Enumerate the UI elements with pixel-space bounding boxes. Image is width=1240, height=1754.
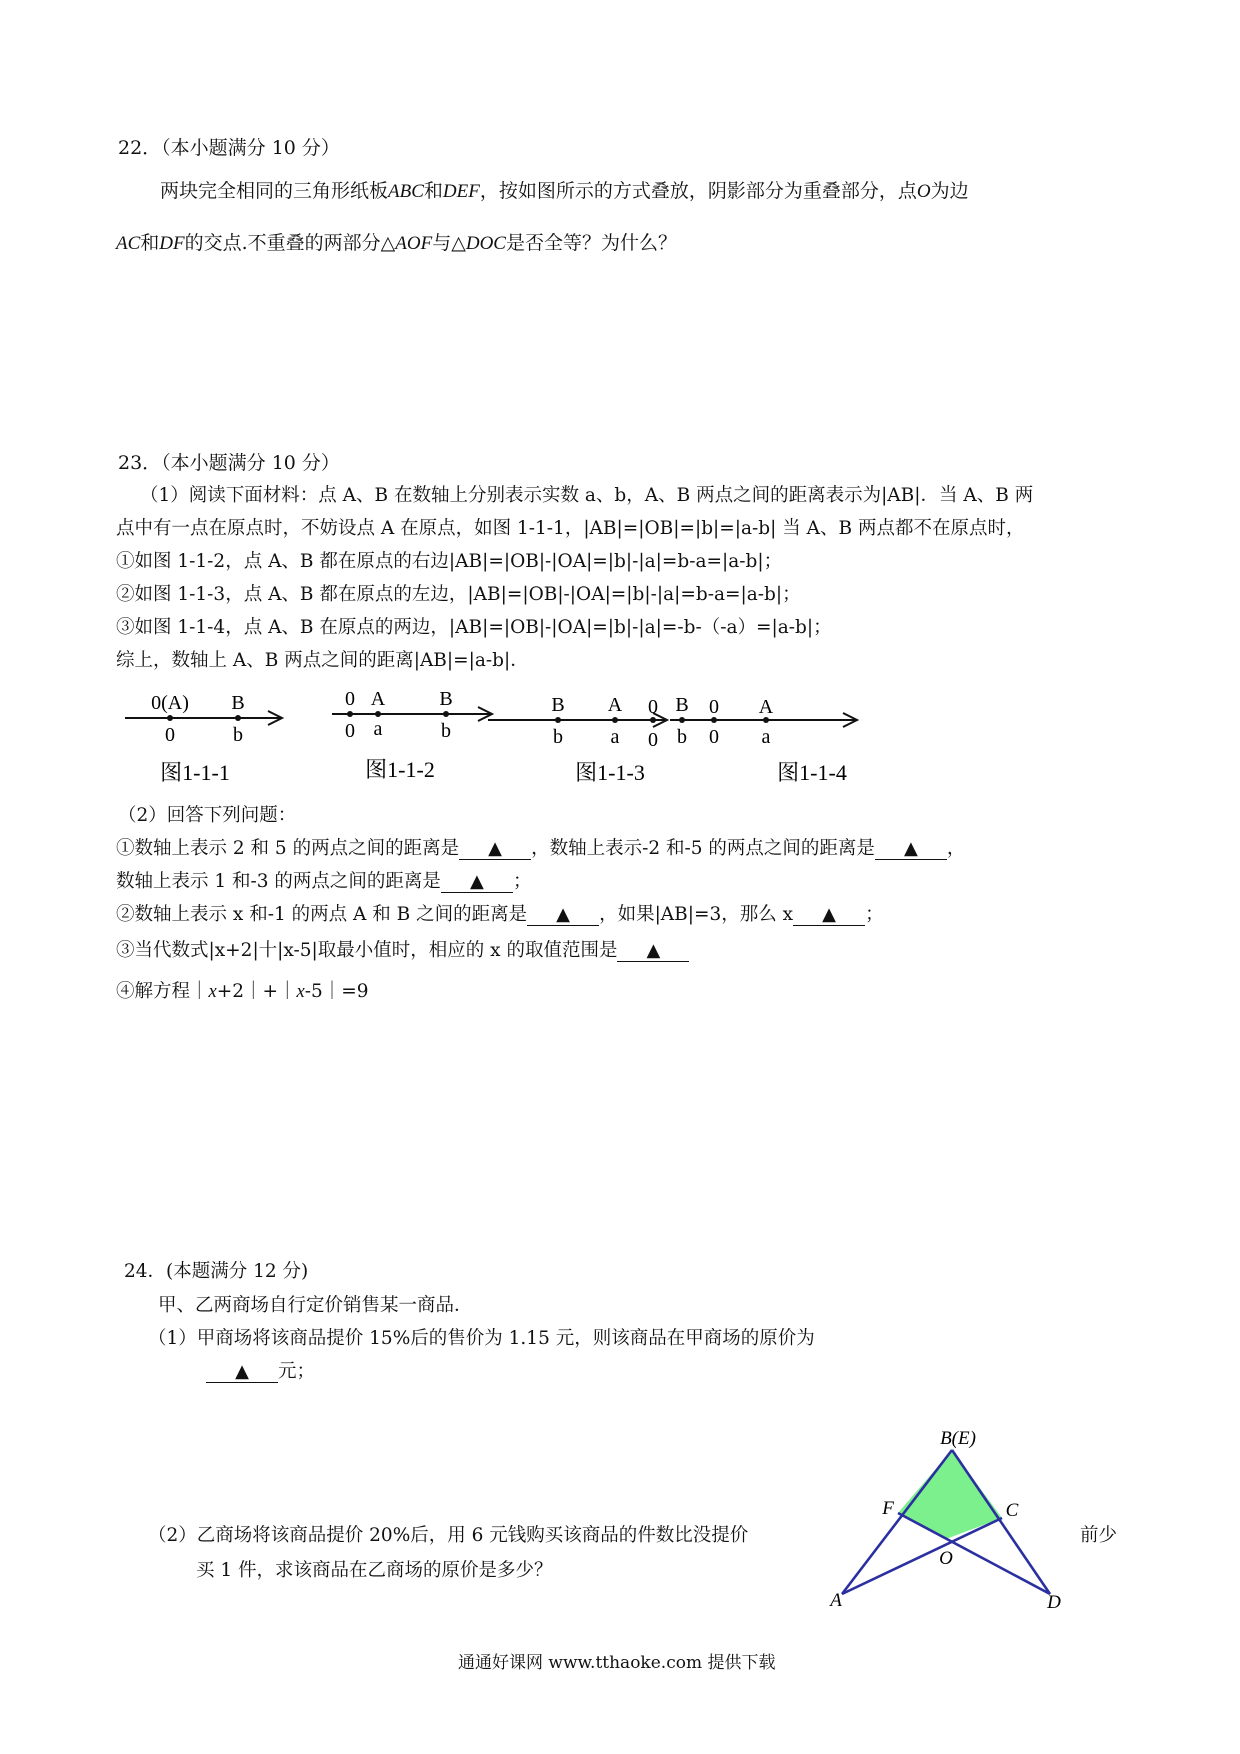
fig3-top-1: A — [607, 694, 623, 716]
fig1-bottom-1: b — [233, 724, 243, 746]
fig3-top-2: 0 — [648, 696, 658, 718]
q24-part2-line2: 买 1 件，求该商品在乙商场的原价是多少？ — [196, 1560, 553, 1581]
fig4-top-1: 0 — [709, 696, 719, 718]
fig2-bottom-1: a — [373, 718, 383, 740]
q23-part2-heading: （2）回答下列问题： — [118, 805, 297, 826]
q23-header: 23．（本小题满分 10 分） — [118, 452, 340, 474]
q23-para-4: ②如图 1-1-3，点 A、B 都在原点的左边，|AB|=|OB|-|OA|=|b|-|a|=b-a=|a-b|； — [116, 584, 801, 605]
fig4-top-2: A — [758, 696, 774, 718]
number-line-fig-4 — [670, 694, 857, 785]
answer-blank[interactable]: ▲ — [206, 1362, 278, 1383]
answer-blank[interactable]: ▲ — [441, 872, 513, 893]
q23-q4-line: ④解方程｜x+2｜+｜x-5｜=9 — [116, 981, 369, 1002]
q23-q1-line2: 数轴上表示 1 和-3 的两点之间的距离是 ▲ ； — [116, 871, 532, 892]
q24-intro: 甲、乙两商场自行定价销售某一商品． — [158, 1295, 473, 1316]
label-C: C — [1005, 1500, 1019, 1521]
q23-para-6: 综上，数轴上 A、B 两点之间的距离|AB|=|a-b|． — [116, 650, 529, 671]
label-F: F — [882, 1498, 894, 1519]
fig1-bottom-0: 0 — [165, 724, 175, 746]
q22-line1: 两块完全相同的三角形纸板ABC和DEF，按如图所示的方式叠放，阴影部分为重叠部分，点O为边 — [160, 180, 969, 202]
fig2-bottom-2: b — [441, 720, 451, 742]
label-O: O — [939, 1548, 953, 1569]
q23-para-3: ①如图 1-1-2，点 A、B 都在原点的右边|AB|=|OB|-|OA|=|b|-|a|=b-a=|a-b|； — [116, 551, 783, 572]
fig2-top-2: B — [439, 690, 453, 710]
answer-blank[interactable]: ▲ — [617, 941, 689, 962]
q22-line2: AC和DF的交点.不重叠的两部分△AOF与△DOC是否全等？为什么？ — [116, 232, 677, 254]
q23-q3-line: ③当代数式|x+2|十|x-5|取最小值时，相应的 x 的取值范围是 ▲ — [116, 936, 689, 962]
q24-part2-line1-end: 前少 — [1080, 1525, 1118, 1546]
label-D: D — [1047, 1592, 1061, 1613]
q24-part1: （1）甲商场将该商品提价 15%后的售价为 1.15 元，则该商品在甲商场的原价为 — [148, 1328, 815, 1349]
number-line-fig-1 — [125, 692, 282, 785]
footer-source: 通通好课网 www.tthaoke.com 提供下载 — [458, 1653, 776, 1673]
q24-part2-line1: （2）乙商场将该商品提价 20%后，用 6 元钱购买该商品的件数比没提价 — [148, 1525, 749, 1546]
answer-blank[interactable]: ▲ — [459, 839, 531, 860]
fig3-bottom-0: b — [553, 726, 563, 748]
fig3-caption: 图1-1-3 — [575, 760, 645, 785]
q23-para-2: 点中有一点在原点时，不妨设点 A 在原点，如图 1-1-1，|AB|=|OB|=|b|=|a-b| 当 A、B 两点都不在原点时， — [116, 518, 1025, 539]
answer-blank[interactable]: ▲ — [527, 905, 599, 926]
fig2-top-1: A — [370, 690, 386, 710]
q23-q1-line1: ①数轴上表示 2 和 5 的两点之间的距离是 ▲ ，数轴上表示-2 和-5 的两点之间的距离是 ▲ ， — [116, 838, 966, 859]
fig3-bottom-1: a — [610, 726, 620, 748]
fig1-top-0: 0(A) — [151, 692, 189, 714]
number-line-fig-3 — [488, 694, 667, 785]
fig4-bottom-0: b — [677, 726, 687, 748]
q23-para-5: ③如图 1-1-4，点 A、B 在原点的两边，|AB|=|OB|-|OA|=|b|-|a|=-b-（-a）=|a-b|； — [116, 617, 832, 638]
fig2-bottom-0: 0 — [345, 720, 355, 742]
number-line-fig-2 — [332, 690, 492, 782]
number-line-figures — [110, 690, 930, 795]
fig4-caption: 图1-1-4 — [777, 760, 847, 785]
label-A: A — [830, 1590, 842, 1611]
fig2-top-0: 0 — [345, 690, 355, 710]
fig2-caption: 图1-1-2 — [365, 757, 435, 782]
answer-blank[interactable]: ▲ — [793, 905, 865, 926]
fig3-bottom-2: 0 — [648, 729, 658, 751]
fig4-bottom-2: a — [761, 726, 771, 748]
q24-part1-answer: ▲ 元； — [206, 1357, 315, 1383]
triangle-figure — [826, 1424, 1066, 1614]
label-B-E: B(E) — [940, 1428, 976, 1449]
fig1-caption: 图1-1-1 — [160, 760, 230, 785]
q23-para-1: （1）阅读下面材料：点 A、B 在数轴上分别表示实数 a、b，A、B 两点之间的距离表示为|AB|．当 A、B 两 — [140, 485, 1034, 506]
fig3-top-0: B — [551, 694, 565, 716]
q22-header: 22．（本小题满分 10 分） — [118, 137, 340, 159]
fig4-bottom-1: 0 — [709, 726, 719, 748]
q23-q2-line: ②数轴上表示 x 和-1 的两点 A 和 B 之间的距离是 ▲ ，如果|AB|=3，那么 x ▲ ； — [116, 904, 884, 925]
q24-header: 24．(本题满分 12 分) — [124, 1261, 309, 1282]
fig4-top-0: B — [675, 694, 689, 716]
fig1-top-1: B — [231, 692, 245, 714]
answer-blank[interactable]: ▲ — [875, 839, 947, 860]
